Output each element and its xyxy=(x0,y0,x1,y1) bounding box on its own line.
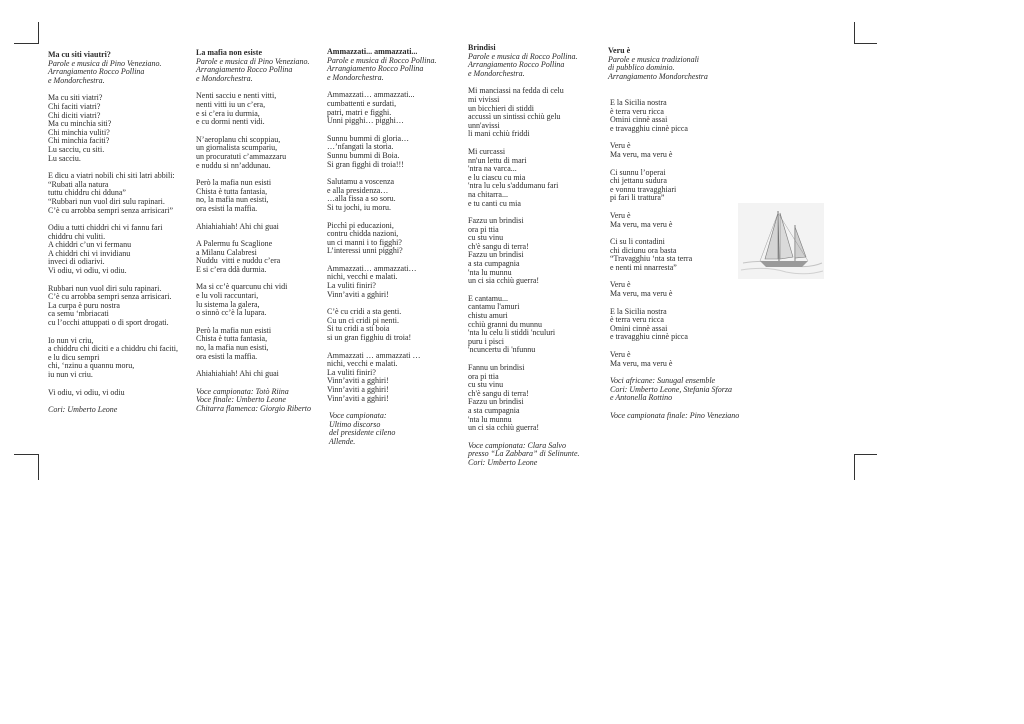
note-line: Allende. xyxy=(327,436,356,446)
note-line: Voci africane: Sunugal ensemble xyxy=(608,376,716,386)
lyric-line: e si c’era iu durmia, xyxy=(196,108,260,118)
lyric-line: N’aeroplanu chi scoppiau, xyxy=(196,134,281,144)
stanza xyxy=(196,370,324,379)
lyric-line: iu nun vi criu. xyxy=(48,370,93,379)
stanza xyxy=(48,94,188,163)
note-line: del presidente cileno xyxy=(327,428,396,438)
lyric-line: A chiddri chi vi invidianu xyxy=(48,248,131,258)
credit-line: Arrangiamento Rocco Pollina xyxy=(48,67,145,77)
lyric-line: mi vivissi xyxy=(468,94,500,104)
lyric-line: E la Sicilia nostra xyxy=(608,306,667,316)
lyric-line: …’nfangati la storia. xyxy=(327,142,394,152)
lyric-line: cu l’occhi attuppati o di sport drogati. xyxy=(48,318,169,328)
lyric-line: Veru è xyxy=(608,350,631,360)
stanza xyxy=(608,169,748,203)
lyric-line: Veru è xyxy=(608,141,631,151)
lyric-line: Vi odiu, vi odiu, vi odiu. xyxy=(48,266,127,276)
lyric-line: Si tu cridi a sti boia xyxy=(327,324,390,334)
lyric-line: e alla presidenza… xyxy=(327,185,389,195)
lyric-line: Ammazzati… ammazzati… xyxy=(327,263,417,273)
lyric-line: 'nta lu celu li stiddi 'nculuri xyxy=(468,328,556,338)
lyric-line: è terra veru ricca xyxy=(608,315,664,325)
lyric-line: Mi manciassi na fedda di celu xyxy=(468,86,564,96)
note-line: Voce campionata: Clara Salvo xyxy=(468,440,566,450)
credit-line: e Mondorchestra. xyxy=(327,72,384,82)
credit-line: Arrangiamento Mondorchestra xyxy=(608,71,708,81)
stanza xyxy=(608,351,748,368)
lyric-line: un giornalista scumpariu, xyxy=(196,143,278,153)
lyric-line: Fannu un brindisi xyxy=(468,363,525,372)
lyric-line: no, la mafia nun esisti, xyxy=(196,343,269,353)
lyric-line: Odiu a tutti chiddri chi vi fannu fari xyxy=(48,223,163,233)
crop-mark-top-left-v xyxy=(38,22,39,44)
lyric-line: inveci di odiarivi. xyxy=(48,257,105,267)
stanza xyxy=(608,281,748,298)
note-line: Voce campionata: xyxy=(327,411,387,421)
lyric-line: lu sistema la galera, xyxy=(196,299,260,309)
lyric-line: E dicu a viatri nobili chi siti latri abbili: xyxy=(48,171,175,181)
note-line: e Antonella Rottino xyxy=(608,393,673,403)
lyric-line: ora pi ttia xyxy=(468,371,499,381)
song-credits xyxy=(196,58,324,84)
note-line: presso “La Zabbara” di Selinunte. xyxy=(468,449,580,459)
lyric-line: Ammazzati… ammazzati... xyxy=(327,90,415,100)
lyric-line: chiddru chi vuliti. xyxy=(48,231,106,241)
lyric-line: e travagghiu cinnè picca xyxy=(608,332,688,342)
note-line: Chitarra flamenca: Giorgio Riberto xyxy=(196,404,312,413)
credit-line: Arrangiamento Rocco Pollina xyxy=(327,64,424,74)
lyric-line: Picchì pi educazioni, xyxy=(327,220,394,230)
credit-line: Parole e musica tradizionali xyxy=(608,54,700,64)
song-title: Ammazzati... ammazzati... xyxy=(327,47,418,56)
credit-line: Arrangiamento Rocco Pollina xyxy=(196,65,293,75)
lyric-line: La vuliti finiri? xyxy=(327,367,376,377)
lyric-line: “Travagghiu ‘nta sta terra xyxy=(608,254,693,264)
song-column xyxy=(327,48,457,447)
lyric-line: Fazzu un brindisi xyxy=(468,250,524,260)
song-title: La mafia non esiste xyxy=(196,48,262,57)
stanza xyxy=(48,389,188,398)
lyric-line: cantamu l'amuri xyxy=(468,302,520,312)
lyric-line: unn'avissi xyxy=(468,120,500,130)
credit-line: e Mondorchestra. xyxy=(196,73,253,83)
lyric-line: puru i pisci xyxy=(468,336,504,346)
stanza xyxy=(48,224,188,276)
song-column xyxy=(468,44,598,468)
lyric-line: Ma veru, ma veru è xyxy=(608,358,673,368)
lyric-line: Vinn’aviti a gghiri! xyxy=(327,289,389,299)
lyric-line: Vinn’aviti a gghiri! xyxy=(327,393,389,403)
lyric-line: no, la mafia nun esisti, xyxy=(196,195,269,205)
lyric-line: li mani cchiù friddi xyxy=(468,129,530,139)
crop-mark-bottom-right-v xyxy=(854,454,855,480)
stanza xyxy=(196,240,324,274)
crop-mark-bottom-left-h xyxy=(14,454,38,455)
lyric-line: E la Sicilia nostra xyxy=(608,97,667,107)
lyric-line: Chista è tutta fantasia, xyxy=(196,186,268,196)
credit-line: Parole e musica di Pino Veneziano. xyxy=(196,56,310,66)
stanza xyxy=(48,285,188,328)
stanza xyxy=(196,283,324,317)
lyric-line: un ci manni i to figghi? xyxy=(327,237,402,247)
lyric-line: e vonnu travagghiari xyxy=(608,184,677,194)
lyric-line: Chista è tutta fantasia, xyxy=(196,334,268,344)
credit-line: e Mondorchestra. xyxy=(48,75,105,85)
crop-mark-bottom-left-v xyxy=(38,454,39,480)
lyric-line: Io nun vi criu, xyxy=(48,335,94,345)
lyric-line: contru chidda nazioni, xyxy=(327,229,399,239)
stanza xyxy=(468,364,598,433)
song-title: Brindisi xyxy=(468,43,496,52)
lyric-line: Chi minchia vuliti? xyxy=(48,127,110,137)
lyric-line: Omini cinnè assai xyxy=(608,323,668,333)
song-notes xyxy=(48,406,188,415)
lyric-line: Fazzu un brindisi xyxy=(468,216,524,226)
lyric-line: 'nta lu munnu xyxy=(468,414,512,424)
lyric-line: Ahiahiahiah! Ahi chi guai xyxy=(196,221,279,231)
lyric-line: C’è cu arrobba sempri senza arrisicari” xyxy=(48,205,174,215)
lyric-line: Nenti sacciu e nenti vitti, xyxy=(196,91,277,101)
credit-line: Arrangiamento Rocco Pollina xyxy=(468,60,565,70)
lyric-line: o sinnò cc’è la lupara. xyxy=(196,308,267,318)
note-line: Cori: Umberto Leone xyxy=(48,405,118,415)
lyric-line: cu stu vinu xyxy=(468,233,504,243)
lyric-line: Unni pigghi… pigghi… xyxy=(327,116,404,126)
stanza xyxy=(327,265,457,299)
stanza xyxy=(327,135,457,169)
lyric-line: cumbattenti e surdati, xyxy=(327,98,397,108)
lyric-line: 'ncuncertu di 'nfunnu xyxy=(468,345,536,355)
lyric-line: e lu ciascu cu mia xyxy=(468,172,526,182)
lyric-line: na chitarra... xyxy=(468,189,508,199)
lyric-line: A chiddri c’un vi fermanu xyxy=(48,240,132,250)
note-line: Voce finale: Umberto Leone xyxy=(196,395,286,405)
stanza xyxy=(48,337,188,380)
lyric-line: A Palermu fu Scaglione xyxy=(196,239,273,249)
lyric-line: Ma veru, ma veru è xyxy=(608,219,673,229)
lyric-line: Fazzu un brindisi xyxy=(468,397,524,407)
song-column xyxy=(608,47,748,420)
lyric-line: Chi faciti viatri? xyxy=(48,101,101,111)
lyric-line: a sta cumpagnia xyxy=(468,405,520,415)
sailboat-illustration xyxy=(738,203,824,279)
lyric-line: Mi curcassi xyxy=(468,146,506,156)
stanza xyxy=(468,87,598,139)
lyric-line: patri, matri e figghi. xyxy=(327,107,392,117)
lyric-line: …alla fissa a so soru. xyxy=(327,194,396,204)
lyric-line: C’è cu arrobba sempri senza arrisicari. xyxy=(48,292,172,302)
lyric-line: E cantamu... xyxy=(468,293,508,303)
lyric-line: e travagghiu cinnè picca xyxy=(608,123,688,133)
lyric-line: accussì un sintissi cchiù gelu xyxy=(468,112,561,122)
lyric-line: Sunnu bummi di gloria… xyxy=(327,133,409,143)
stanza xyxy=(608,212,748,229)
lyric-line: Ahiahiahiah! Ahi chi guai xyxy=(196,369,279,379)
stanza xyxy=(608,308,748,342)
stanza xyxy=(196,136,324,170)
lyric-line: cchiù granni du munnu xyxy=(468,319,542,329)
lyric-line: e lu dicu sempri xyxy=(48,352,100,362)
lyric-line: nenti vitti iu un c’era, xyxy=(196,99,266,109)
lyric-line: nn'un lettu di mari xyxy=(468,155,527,165)
lyric-line: e nenti mi nnarresta” xyxy=(608,262,677,272)
lyric-line: nichi, vecchi e malati. xyxy=(327,272,398,282)
note-line: Voce campionata: Totò Riina xyxy=(196,386,289,396)
lyric-line: e nuddu si nn’addunau. xyxy=(196,160,271,170)
lyric-line: Ammazzati … ammazzati … xyxy=(327,350,421,360)
lyric-line: a Milanu Calabresi xyxy=(196,247,257,257)
lyric-line: Però la mafia nun esisti xyxy=(196,325,272,335)
stanza xyxy=(468,148,598,208)
stanza xyxy=(48,172,188,215)
stanza xyxy=(608,90,748,133)
note-line: Cori: Umberto Leone, Stefania Sforza xyxy=(608,384,732,394)
lyric-line: pi fari li trattura” xyxy=(608,193,665,203)
lyric-line: ora esisti la maffia. xyxy=(196,351,258,361)
lyric-line: Ma veru, ma veru è xyxy=(608,149,673,159)
song-title: Ma cu siti viautri? xyxy=(48,50,111,59)
credit-line: di pubblico dominio. xyxy=(608,63,675,73)
lyric-line: Ma veru, ma veru è xyxy=(608,289,673,299)
lyric-line: un bicchieri di stiddi xyxy=(468,103,534,113)
lyric-line: Lu sacciu. xyxy=(48,153,81,163)
credit-line: Parole e musica di Pino Veneziano. xyxy=(48,58,162,68)
lyric-line: Veru è xyxy=(608,210,631,220)
lyric-line: ch'è sangu di terra! xyxy=(468,388,529,398)
song-notes xyxy=(608,377,748,420)
lyric-line: e lu voli raccuntari, xyxy=(196,291,259,301)
credit-line: Parole e musica di Rocco Pollina. xyxy=(468,51,578,61)
lyric-line: un ci sia cchiù guerra! xyxy=(468,423,540,433)
stanza xyxy=(196,223,324,232)
song-credits xyxy=(608,56,748,82)
lyric-line: Rubbari nun vuol diri sulu rapinari. xyxy=(48,283,162,293)
lyric-line: chi, ‘nzinu a quannu moru, xyxy=(48,361,135,371)
lyric-line: Si tu jochi, iu moru. xyxy=(327,202,391,212)
crop-mark-bottom-right-h xyxy=(854,454,877,455)
lyric-line: Vinn’aviti a gghiri! xyxy=(327,376,389,386)
lyric-line: ora pi ttia xyxy=(468,224,499,234)
lyric-line: Vi odiu, vi odiu, vi odiu xyxy=(48,387,125,397)
stanza xyxy=(327,352,457,404)
note-line: Ultimo discorso xyxy=(327,419,381,429)
crop-mark-top-left-h xyxy=(14,43,38,44)
lyric-line: Ma cu minchia siti? xyxy=(48,119,112,129)
lyric-line: Sunnu bummi di Boia. xyxy=(327,150,400,160)
stanza xyxy=(196,179,324,213)
stanza xyxy=(327,91,457,125)
lyric-line: chi diciunu ora basta xyxy=(608,245,677,255)
lyric-line: a sta cumpagnia xyxy=(468,259,520,269)
lyric-line: un ci sia cchiù guerra! xyxy=(468,276,540,286)
stanza xyxy=(327,178,457,212)
stanza xyxy=(468,295,598,355)
lyric-line: e cu dormi nenti vidi. xyxy=(196,117,265,127)
song-credits xyxy=(468,53,598,79)
crop-mark-top-right-h xyxy=(854,43,877,44)
stanza xyxy=(196,327,324,361)
stanza xyxy=(468,217,598,286)
lyric-line: “Rubati alla natura xyxy=(48,179,109,189)
lyric-line: ch'è sangu di terra! xyxy=(468,241,529,251)
lyric-line: Chi minchia faciti? xyxy=(48,136,110,146)
stanza xyxy=(608,238,748,272)
lyric-line: è terra veru ricca xyxy=(608,106,664,116)
lyric-line: Veru è xyxy=(608,280,631,290)
lyric-line: Ma si cc’è quarcunu chi vidi xyxy=(196,282,288,292)
note-line: Voce campionata finale: Pino Veneziano xyxy=(608,410,740,420)
lyric-line: 'ntra na varca... xyxy=(468,164,517,174)
song-credits xyxy=(327,57,457,83)
lyric-line: E si c’era ddà durmia. xyxy=(196,264,267,274)
lyric-line: Però la mafia nun esisti xyxy=(196,178,272,188)
stanza xyxy=(196,92,324,126)
lyric-line: ca semu ‘mbriacati xyxy=(48,309,109,319)
lyric-line: Salutamu a voscenza xyxy=(327,177,395,187)
credit-line: e Mondorchestra. xyxy=(468,68,525,78)
song-notes xyxy=(468,442,598,468)
song-notes xyxy=(327,412,457,446)
lyric-line: 'nta lu munnu xyxy=(468,267,512,277)
lyric-line: Ma cu siti viatri? xyxy=(48,93,103,103)
stanza xyxy=(608,142,748,159)
stanza xyxy=(327,308,457,342)
lyric-line: Vinn’aviti a gghiri! xyxy=(327,385,389,394)
song-title: Veru è xyxy=(608,46,631,55)
lyric-line: a chiddru chi diciti e a chiddru chi faciti, xyxy=(48,344,178,354)
lyric-line: ora esisti la maffia. xyxy=(196,203,258,213)
stanza xyxy=(327,222,457,256)
lyric-line: 'ntra lu celu s'addumanu fari xyxy=(468,181,559,191)
lyric-line: nichi, vecchi e malati. xyxy=(327,359,398,369)
lyric-line: Lu sacciu, cu siti. xyxy=(48,144,105,154)
song-notes xyxy=(196,388,324,414)
lyric-line: Chi diciti viatri? xyxy=(48,110,101,120)
lyric-line: si un gran figghiu di troia! xyxy=(327,333,412,343)
song-column xyxy=(48,51,188,415)
crop-mark-top-right-v xyxy=(854,22,855,44)
song-column xyxy=(196,49,324,414)
lyric-line: L’interessi unni pigghi? xyxy=(327,246,403,256)
lyric-line: tuttu chiddru chi dduna” xyxy=(48,188,126,198)
song-credits xyxy=(48,60,188,86)
note-line: Cori: Umberto Leone xyxy=(468,457,538,467)
lyric-line: C’è cu cridi a sta genti. xyxy=(327,307,402,317)
lyric-line: un procuratuti c’ammazzaru xyxy=(196,151,287,161)
lyric-line: La vuliti finiri? xyxy=(327,281,376,291)
lyric-line: “Rubbari nun vuol diri sulu rapinari. xyxy=(48,196,165,206)
lyric-line: e tu canti cu mia xyxy=(468,198,521,208)
lyric-line: cu stu vinu xyxy=(468,380,504,390)
lyric-line: Omini cinnè assai xyxy=(608,115,668,125)
lyric-line: chistu amuri xyxy=(468,311,508,321)
lyric-line: Ci sunnu l’operai xyxy=(608,167,666,177)
lyric-line: chi jettanu sudura xyxy=(608,176,667,186)
lyric-line: Si gran figghi di troia!!! xyxy=(327,159,404,169)
lyric-line: La curpa è puru nostra xyxy=(48,300,120,310)
lyric-line: Ci su li contadini xyxy=(608,237,665,247)
lyric-line: Nuddu vitti e nuddu c’era xyxy=(196,256,281,266)
credit-line: Parole e musica di Rocco Pollina. xyxy=(327,55,437,65)
lyric-line: Cu un ci cridi pi nenti. xyxy=(327,315,399,325)
